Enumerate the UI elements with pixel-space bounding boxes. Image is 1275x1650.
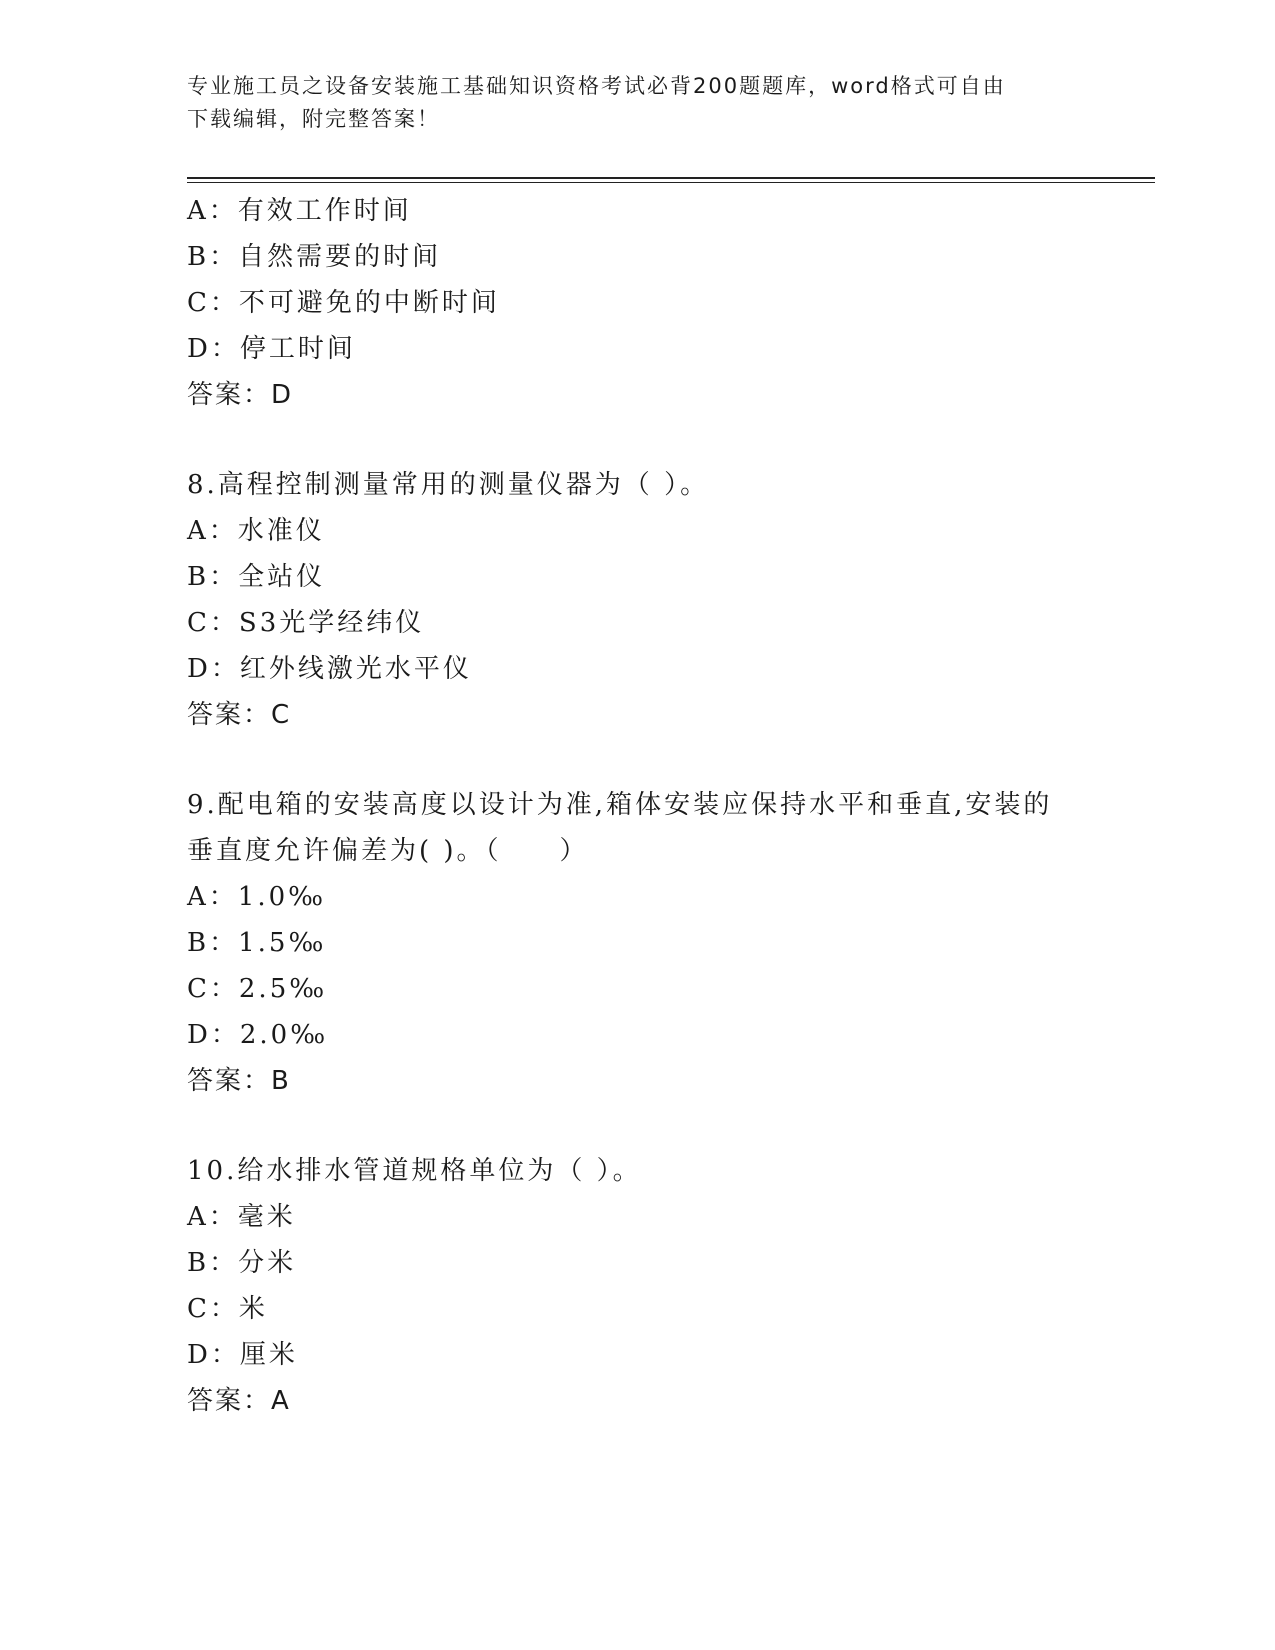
question-text: 10.给水排水管道规格单位为（ ）。: [187, 1156, 642, 1186]
spacer: [187, 1104, 1087, 1148]
header-line-2: 下载编辑，附完整答案！: [187, 107, 440, 131]
header-divider-thin: [187, 182, 1155, 183]
question-block-7: [187, 188, 1087, 418]
question-block-8: [187, 462, 1087, 738]
spacer: [187, 418, 1087, 462]
option-b: B：自然需要的时间: [187, 242, 442, 272]
option-c: C：2.5‰: [187, 974, 328, 1004]
document-header: [187, 70, 1067, 136]
option-d: D：厘米: [187, 1340, 298, 1370]
question-text-line-2: 垂直度允许偏差为( )。（ ）: [187, 836, 589, 866]
option-c: C：不可避免的中断时间: [187, 288, 500, 318]
header-line-1: 专业施工员之设备安装施工基础知识资格考试必背200题题库，word格式可自由: [187, 74, 1006, 98]
question-text-line-1: 9.配电箱的安装高度以设计为准,箱体安装应保持水平和垂直,安装的: [187, 790, 1053, 820]
header-divider-thick: [187, 177, 1155, 179]
option-b: B：全站仪: [187, 562, 326, 592]
question-list: [187, 188, 1087, 1424]
question-block-9: [187, 782, 1087, 1104]
option-b: B：分米: [187, 1248, 297, 1278]
answer-line: 答案：B: [187, 1066, 291, 1096]
question-block-10: [187, 1148, 1087, 1424]
option-c: C：米: [187, 1294, 268, 1324]
question-text: 8.高程控制测量常用的测量仪器为（ ）。: [187, 470, 710, 500]
spacer: [187, 738, 1087, 782]
option-a: A：1.0‰: [187, 882, 327, 912]
option-d: D：红外线激光水平仪: [187, 654, 472, 684]
option-a: A：有效工作时间: [187, 196, 412, 226]
option-b: B：1.5‰: [187, 928, 327, 958]
option-c: C：S3光学经纬仪: [187, 608, 425, 638]
answer-line: 答案：A: [187, 1386, 291, 1416]
option-d: D：停工时间: [187, 334, 356, 364]
answer-line: 答案：C: [187, 700, 292, 730]
option-a: A：毫米: [187, 1202, 296, 1232]
option-a: A：水准仪: [187, 516, 325, 546]
option-d: D：2.0‰: [187, 1020, 329, 1050]
answer-line: 答案：D: [187, 380, 294, 410]
